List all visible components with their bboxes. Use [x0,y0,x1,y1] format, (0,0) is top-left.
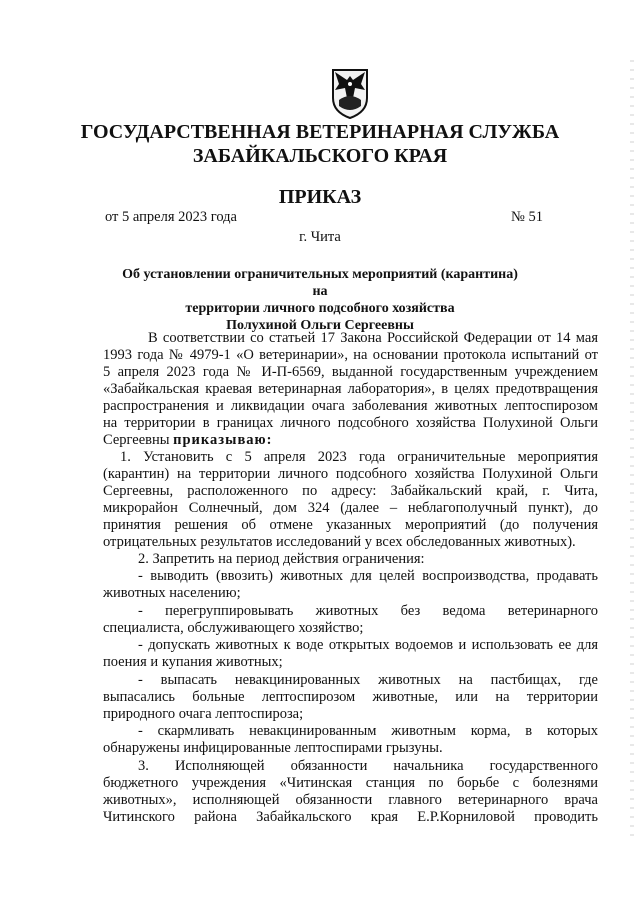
clause-2-line: обнаружены инфицированные лептоспирами грызуны. [103,740,443,756]
scan-edge-marks [630,60,634,840]
clause-2-line: поения и купания животных; [103,654,283,670]
body-line: на территории в границах личного подсобного хозяйства Полухиной Ольги [103,415,598,431]
clause-2-line: - допускать животных к воде открытых водоемов и использовать ее для [138,637,598,653]
subject-line: территории личного подсобного хозяйства [185,301,455,316]
subject-line: Полухиной Ольги Сергеевны [226,318,414,333]
clause-2-line: - выводить (ввозить) животных для целей воспроизводства, продавать [138,568,598,584]
clause-2-line: природного очага лептоспироза; [103,706,304,722]
clause-3-line: Читинского района Забайкальского края Е.Р.Корниловой проводить [103,809,598,825]
body-line: «Забайкальская краевая ветеринарная лаборатория», в целях предотвращения [103,381,598,397]
clause-1-line: Сергеевны, расположенного по адресу: Забайкальский край, г. Чита, [103,483,598,499]
clause-2-line: - выпасать невакцинированных животных на пастбищах, где [138,672,598,688]
clause-2-line: 2. Запретить на период действия ограничения: [138,551,425,567]
document-title: ПРИКАЗ [278,186,362,208]
clause-1-line: принятия решения об отмене указанных мероприятий (до получения [103,517,598,533]
clause-2-line: - перегруппировывать животных без ведома ветеринарного [138,603,598,619]
clause-2-line: животных населению; [103,585,241,601]
body-line [103,432,598,449]
body-line: 5 апреля 2023 года № И-П-6569, выданной государственным учреждением [103,364,598,380]
coat-of-arms-icon [327,68,373,120]
body-line: 1993 года № 4979-1 «О ветеринарии», на основании протокола испытаний от [103,347,598,363]
clause-3-line: бюджетного учреждения «Читинская станция по борьбе с болезнями [103,775,598,791]
order-subject [120,266,520,334]
clause-1-line: (карантин) на территории личного подсобного хозяйства Полухиной Ольги [103,466,598,482]
agency-name-line2: ЗАБАЙКАЛЬСКОГО КРАЯ [192,145,448,167]
agency-name-line1: ГОСУДАРСТВЕННАЯ ВЕТЕРИНАРНАЯ СЛУЖБА [80,121,560,143]
clause-3-line: животных», исполняющей обязанности главного ветеринарного врача [103,792,598,808]
order-number: № 51 [511,209,543,225]
clause-1-line: микрорайон Солнечный, дом 324 (далее – неблагополучный пункт), до [103,500,598,516]
body-line: распространения и ликвидации очага заболевания животных лептоспирозом [103,398,598,414]
order-date: от 5 апреля 2023 года [105,209,237,225]
clause-1-line: отрицательных результатов исследований у всех обследованных животных). [103,534,576,550]
clause-1-line: 1. Установить с 5 апреля 2023 года ограничительные мероприятия [120,449,598,465]
body-text: Сергеевны [103,432,170,448]
order-keyword: приказываю: [173,432,273,448]
clause-2-line: специалиста, обслуживающего хозяйство; [103,620,364,636]
subject-line: Об установлении ограничительных мероприятий (карантина) на [122,267,518,299]
body-line: В соответствии со статьей 17 Закона Российской Федерации от 14 мая [148,330,598,346]
clause-2-line: выпасались больные лептоспирозом животные, или на территории [103,689,598,705]
order-city: г. Чита [299,229,341,245]
clause-2-line: - скармливать невакцинированным животным корма, в которых [138,723,598,739]
clause-3-line: 3. Исполняющей обязанности начальника государственного [138,758,598,774]
